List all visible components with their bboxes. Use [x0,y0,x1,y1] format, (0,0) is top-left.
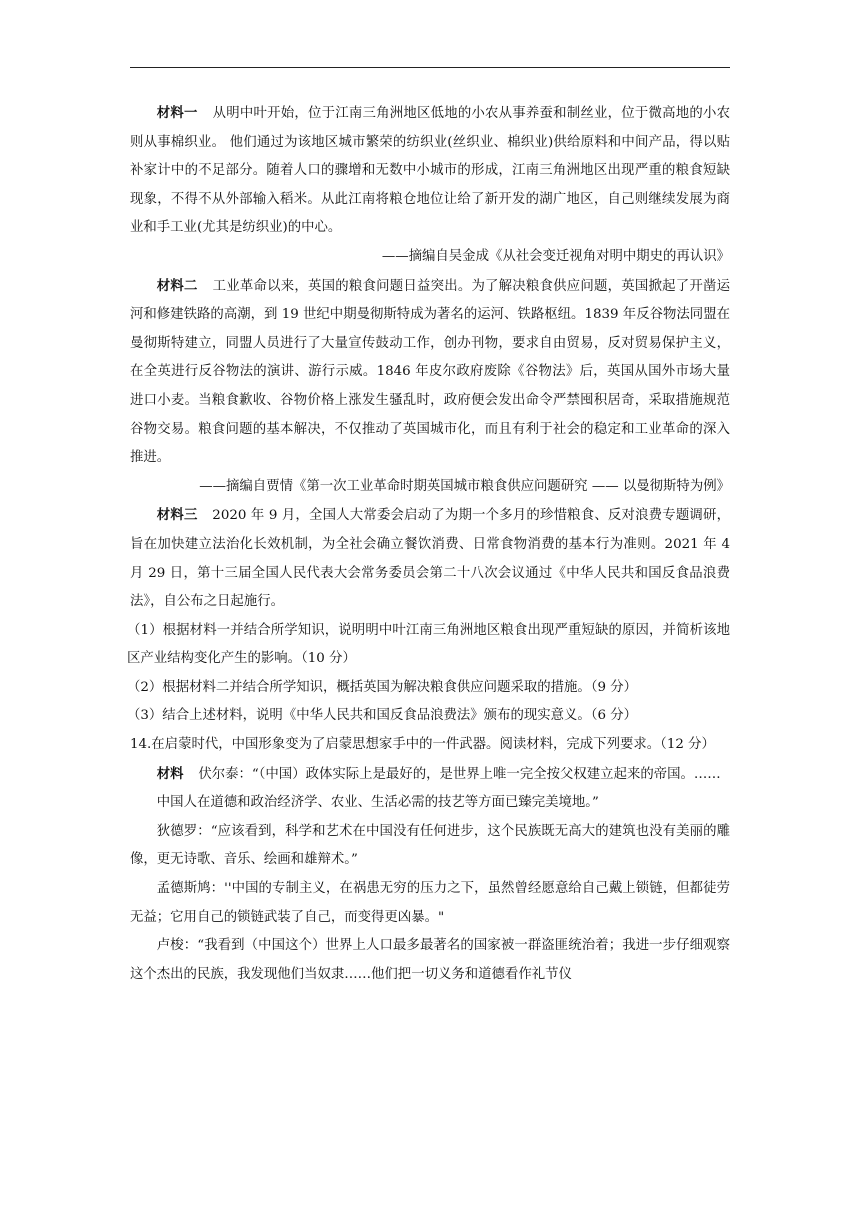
question-1: （1）根据材料一并结合所学知识，说明明中叶江南三角洲地区粮食出现严重短缺的原因，并简析该地区产业结构变化产生的影响。（10 分） [127,622,730,667]
q14-material-label: 材料 [156,765,184,782]
question-2: （2）根据材料二并结合所学知识，概括英国为解决粮食供应问题采取的措施。（9 分） [127,679,638,695]
material-1-text: 从明中叶开始，位于江南三角洲地区低地的小农从事养蚕和制丝业，位于微高地的小农则从事棉织业。 他们通过为该地区城市繁荣的纺织业(丝织业、棉织业)供给原料和中间产品，得以贴补家计中的不足部分。随着人口的骤增和无数中小城市的形成，江南三角洲地区出现严重的粮食短缺现象，不得不从外部输入稻米。从此江南将粮仓地位让给了新开发的湖广地区，自己则继续发展为商业和手工业(尤其是纺织业)的中心。 [130,106,731,236]
question-3: （3）结合上述材料，说明《中华人民共和国反食品浪费法》颁布的现实意义。（6 分） [127,708,638,724]
voltaire-text: 伏尔泰：“（中国）政体实际上是最好的，是世界上唯一完全按父权建立起来的帝国。…… [198,766,721,782]
material-2-paragraph [130,272,730,473]
material-3-text: 2020 年 9 月，全国人大常委会启动了为期一个多月的珍惜粮食、反对浪费专题调研，旨在加快建立法治化长效机制，为全社会确立餐饮消费、日常食物消费的基本行为准则。2021 年 4 月 29 日，第十三届全国人民代表大会常务委员会第二十八次会议通过《中华人民共和国反食品浪费法》，自公布之日起施行。 [130,508,730,610]
voltaire-quote-continued: 中国人在道德和政治经济学、农业、生活必需的技艺等方面已臻完美境地。” [156,795,599,811]
voltaire-quote [130,760,730,790]
material-2-label: 材料二 [156,277,198,294]
header-rule [130,67,730,68]
rousseau-quote: 卢梭：“我看到（中国这个）世界上人口最多最著名的国家被一群盗匪统治着；我进一步仔细观察这个杰出的民族，我发现他们当奴隶……他们把一切义务和道德看作礼节仪 [130,938,730,982]
material-3-paragraph [130,501,730,616]
question-14-stem: 14.在启蒙时代，中国形象变为了启蒙思想家手中的一件武器。阅读材料，完成下列要求。（12 分） [130,737,715,753]
material-1-paragraph [130,99,730,243]
montesquieu-quote: 孟德斯鸠：''中国的专制主义，在祸患无穷的压力之下，虽然曾经愿意给自己戴上锁链，但都徒劳无益；它用自己的锁链武装了自己，而变得更凶暴。" [130,881,730,925]
material-2-text: 工业革命以来，英国的粮食问题日益突出。为了解决粮食供应问题，英国掀起了开凿运河和修建铁路的高潮，到 19 世纪中期曼彻斯特成为著名的运河、铁路枢纽。1839 年反谷物法同盟在曼彻斯特建立，同盟人员进行了大量宣传鼓动工作，创办刊物，要求自由贸易，反对贸易保护主义，在全英进行反谷物法的演讲、游行示威。1846 年皮尔政府废除《谷物法》后，英国从国外市场大量进口小麦。当粮食歉收、谷物价格上涨发生骚乱时，政府便会发出命令严禁囤积居奇，采取措施规范谷物交易。粮食问题的基本解决，不仅推动了英国城市化，而且有利于社会的稳定和工业革命的深入推进。 [130,278,731,466]
material-1-source: ——摘编自吴金成《从社会变迁视角对明中期史的再认识》 [381,248,730,264]
material-1-label: 材料一 [156,105,198,121]
material-2-source: ——摘编自贾情《第一次工业革命时期英国城市粮食供应问题研究 —— 以曼彻斯特为例》 [199,478,730,494]
diderot-quote: 狄德罗：“应该看到，科学和艺术在中国没有任何进步，这个民族既无高大的建筑也没有美丽的雕像，更无诗歌、音乐、绘画和雄辩术。” [130,823,730,868]
page-content [127,99,731,989]
material-3-label: 材料三 [156,507,198,524]
